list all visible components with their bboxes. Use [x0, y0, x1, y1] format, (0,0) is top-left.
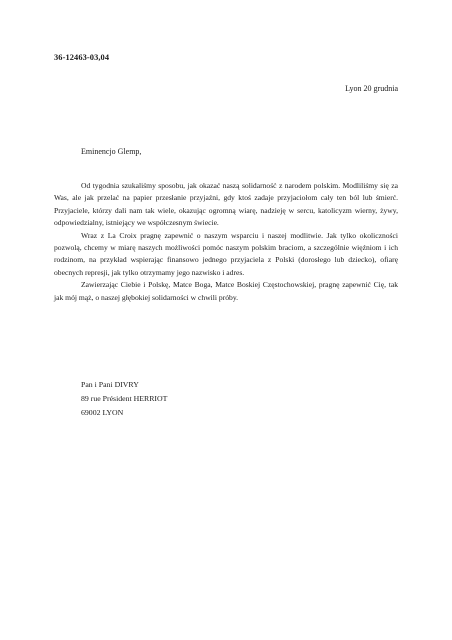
letter-paragraph-2: Wraz z La Croix pragnę zapewnić o naszym wsparciu i naszej modlitwie. Jak tylko okoliczności pozwolą, chcemy w miarę naszych możliwości pomóc naszym polskim braciom, a szczególnie więźniom i ich rodzinom, na przykład wspierając finansowo jednego przyjaciela z Polski (dorosłego lub dziecko), ofiarę obecnych represji, jak tylko otrzymamy jego nazwisko i adres.	[54, 230, 398, 277]
sender-street: 89 rue Président HERRIOT	[81, 394, 168, 403]
letter-paragraph-3: Zawierzając Ciebie i Polskę, Matce Boga, Matce Boskiej Częstochowskiej, pragnę zapewnić Cię, tak jak mój mąż, o naszej głębokiej solidarności w chwili próby.	[54, 280, 398, 302]
letter-salutation: Eminencjo Glemp,	[81, 147, 142, 156]
sender-city: 69002 LYON	[81, 408, 124, 417]
letter-paragraph-1: Od tygodnia szukaliśmy sposobu, jak okazać naszą solidarność z narodem polskim. Modliliśmy się za Was, ale jak przelać na papier przesłanie przyjaźni, gdy ktoś zadaje przyjaciołom cały ten ból lub śmierć. Przyjaciele, którzy dali nam tak wiele, okazując ogromną wiarę, nadzieję w sercu, katolicyzm wierny, żywy, odpowiedzialny, istniejący we współczesnym świecie.	[54, 181, 398, 228]
document-reference-number: 36-12463-03,04	[54, 53, 110, 62]
sender-name: Pan i Pani DIVRY	[81, 380, 139, 389]
sender-address-block	[81, 378, 167, 420]
letter-body	[54, 180, 398, 304]
letter-dateline: Lyon 20 grudnia	[345, 84, 398, 93]
